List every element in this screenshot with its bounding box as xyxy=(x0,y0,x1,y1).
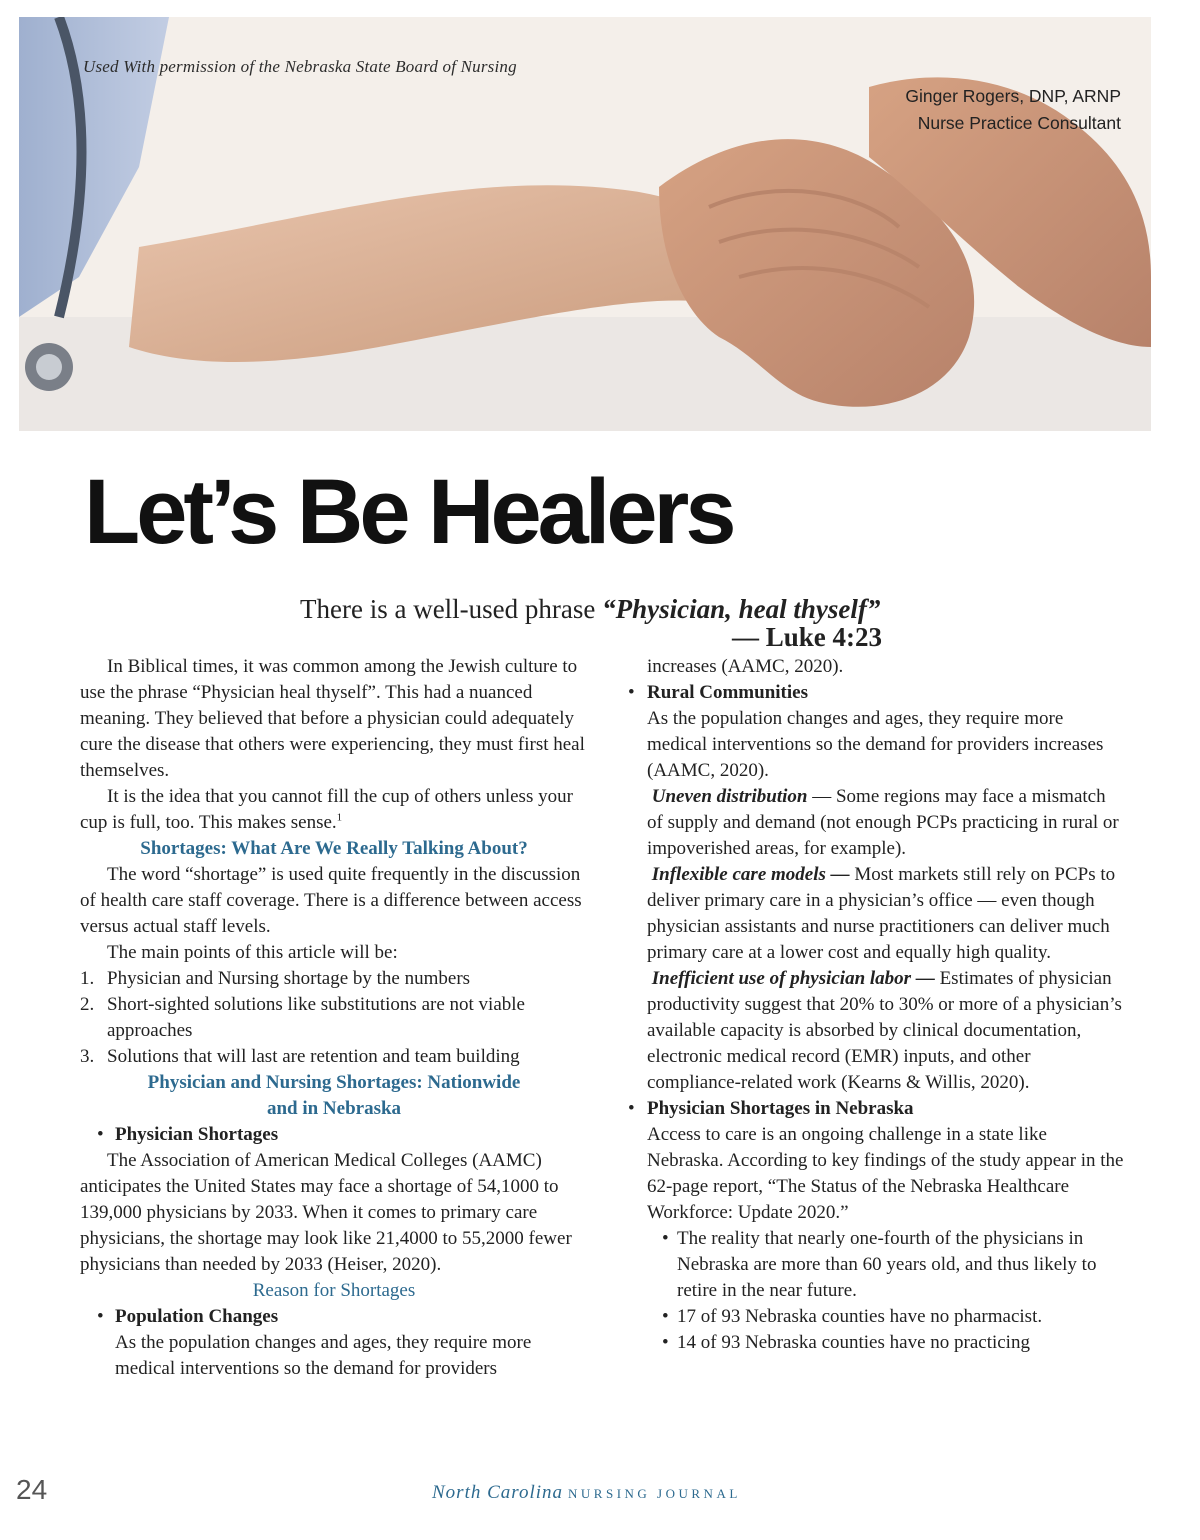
list-text: Short-sighted solutions like substitutions are not viable approaches xyxy=(107,994,525,1041)
paragraph: increases (AAMC, 2020). xyxy=(647,656,844,677)
author-title: Nurse Practice Consultant xyxy=(917,113,1121,133)
bullet-heading: • Physician Shortages xyxy=(80,1122,588,1148)
bullet-heading: • Population Changes xyxy=(80,1304,588,1330)
hero-photo xyxy=(19,17,1151,431)
term: Inflexible care models — xyxy=(651,864,850,885)
bullet-heading: • Rural Communities xyxy=(625,680,1125,706)
epigraph-source: — Luke 4:23 xyxy=(732,622,883,652)
sub-bullet: • 17 of 93 Nebraska counties have no pharmacist. xyxy=(625,1304,1125,1330)
list-item xyxy=(80,966,588,992)
sub-bullet: • 14 of 93 Nebraska counties have no practicing xyxy=(625,1330,1125,1356)
epigraph-lead: There is a well-used phrase xyxy=(300,594,603,624)
footnote-ref: 1 xyxy=(336,811,343,824)
heading-line: and in Nebraska xyxy=(266,1098,402,1119)
paragraph: As the population changes and ages, they require more medical interventions so the demand for providers xyxy=(115,1332,532,1379)
term: Uneven distribution xyxy=(651,786,808,807)
journal-name-caps: NURSING JOURNAL xyxy=(568,1486,741,1501)
list-text: Solutions that will last are retention and team building xyxy=(107,1046,520,1067)
paragraph: In Biblical times, it was common among the Jewish culture to use the phrase “Physician heal thyself”. This had a nuanced meaning. They believed that before a physician could adequately cure the disease that others were experiencing, they must first heal themselves. xyxy=(80,656,585,781)
term-text: Most markets still rely on PCPs to deliver primary care in a physician’s office — even though physician assistants and nurse practitioners can deliver much primary care at a lower cost and equally high quality. xyxy=(647,864,1116,963)
journal-name-script: North Carolina xyxy=(432,1482,564,1503)
paragraph: The Association of American Medical Colleges (AAMC) anticipates the United States may face a shortage of 54,1000 to 139,000 physicians by 2033. When it comes to primary care physicians, the shortage may look like 21,4000 to 55,2000 fewer physicians than needed by 2033 (Heiser, 2020). xyxy=(80,1150,572,1275)
section-heading: Shortages: What Are We Really Talking About? xyxy=(140,838,528,859)
list-number: 1. xyxy=(80,968,95,989)
heading-line: Physician and Nursing Shortages: Nationwide xyxy=(147,1072,521,1093)
paragraph: The word “shortage” is used quite frequently in the discussion of health care staff coverage. There is a difference between access versus actual staff levels. xyxy=(80,864,582,937)
paragraph: As the population changes and ages, they require more medical interventions so the demand for providers increases (AAMC, 2020). xyxy=(647,708,1104,781)
journal-name xyxy=(432,1482,741,1504)
list-number: 2. xyxy=(80,994,95,1015)
list-text: Physician and Nursing shortage by the numbers xyxy=(107,968,471,989)
photo-credit: Used With permission of the Nebraska State Board of Nursing xyxy=(83,57,517,76)
subsection-heading: Reason for Shortages xyxy=(252,1280,416,1301)
holding-hands-image xyxy=(19,17,1151,431)
paragraph-text: It is the idea that you cannot fill the cup of others unless your cup is full, too. This makes sense. xyxy=(80,786,573,833)
sub-bullet: • The reality that nearly one-fourth of the physicians in Nebraska are more than 60 years old, and thus likely to retire in the near future. xyxy=(625,1226,1125,1304)
author-name: Ginger Rogers, DNP, ARNP xyxy=(905,86,1121,106)
epigraph-quote: “Physician, heal thyself” xyxy=(602,594,881,624)
page-number: 24 xyxy=(16,1474,48,1505)
term-text: Estimates of physician productivity suggest that 20% to 30% or more of a physician’s available capacity is absorbed by clinical documentation, electronic medical record (EMR) inputs, and other compliance-related work (Kearns & Willis, 2020). xyxy=(647,968,1122,1093)
term: Inefficient use of physician labor — xyxy=(651,968,935,989)
bullet-heading: • Physician Shortages in Nebraska xyxy=(625,1096,1125,1122)
list-item xyxy=(80,992,588,1044)
paragraph xyxy=(625,862,1125,966)
list-item xyxy=(80,1044,588,1070)
author-block xyxy=(905,83,1121,137)
paragraph xyxy=(80,784,588,836)
article-title: Let’s Be Healers xyxy=(84,461,733,563)
section-heading xyxy=(80,1070,588,1122)
left-column xyxy=(80,654,588,1382)
epigraph xyxy=(300,595,880,623)
right-column xyxy=(625,654,1125,1356)
list-number: 3. xyxy=(80,1046,95,1067)
paragraph xyxy=(625,966,1125,1096)
paragraph xyxy=(625,784,1125,862)
paragraph: Access to care is an ongoing challenge in a state like Nebraska. According to key findings of the study appear in the 62-page report, “The Status of the Nebraska Healthcare Workforce: Update 2020.” xyxy=(647,1124,1124,1223)
paragraph: The main points of this article will be: xyxy=(107,942,398,963)
term-text: — Some regions may face a mismatch of supply and demand (not enough PCPs practicing in rural or impoverished areas, for example). xyxy=(647,786,1119,859)
